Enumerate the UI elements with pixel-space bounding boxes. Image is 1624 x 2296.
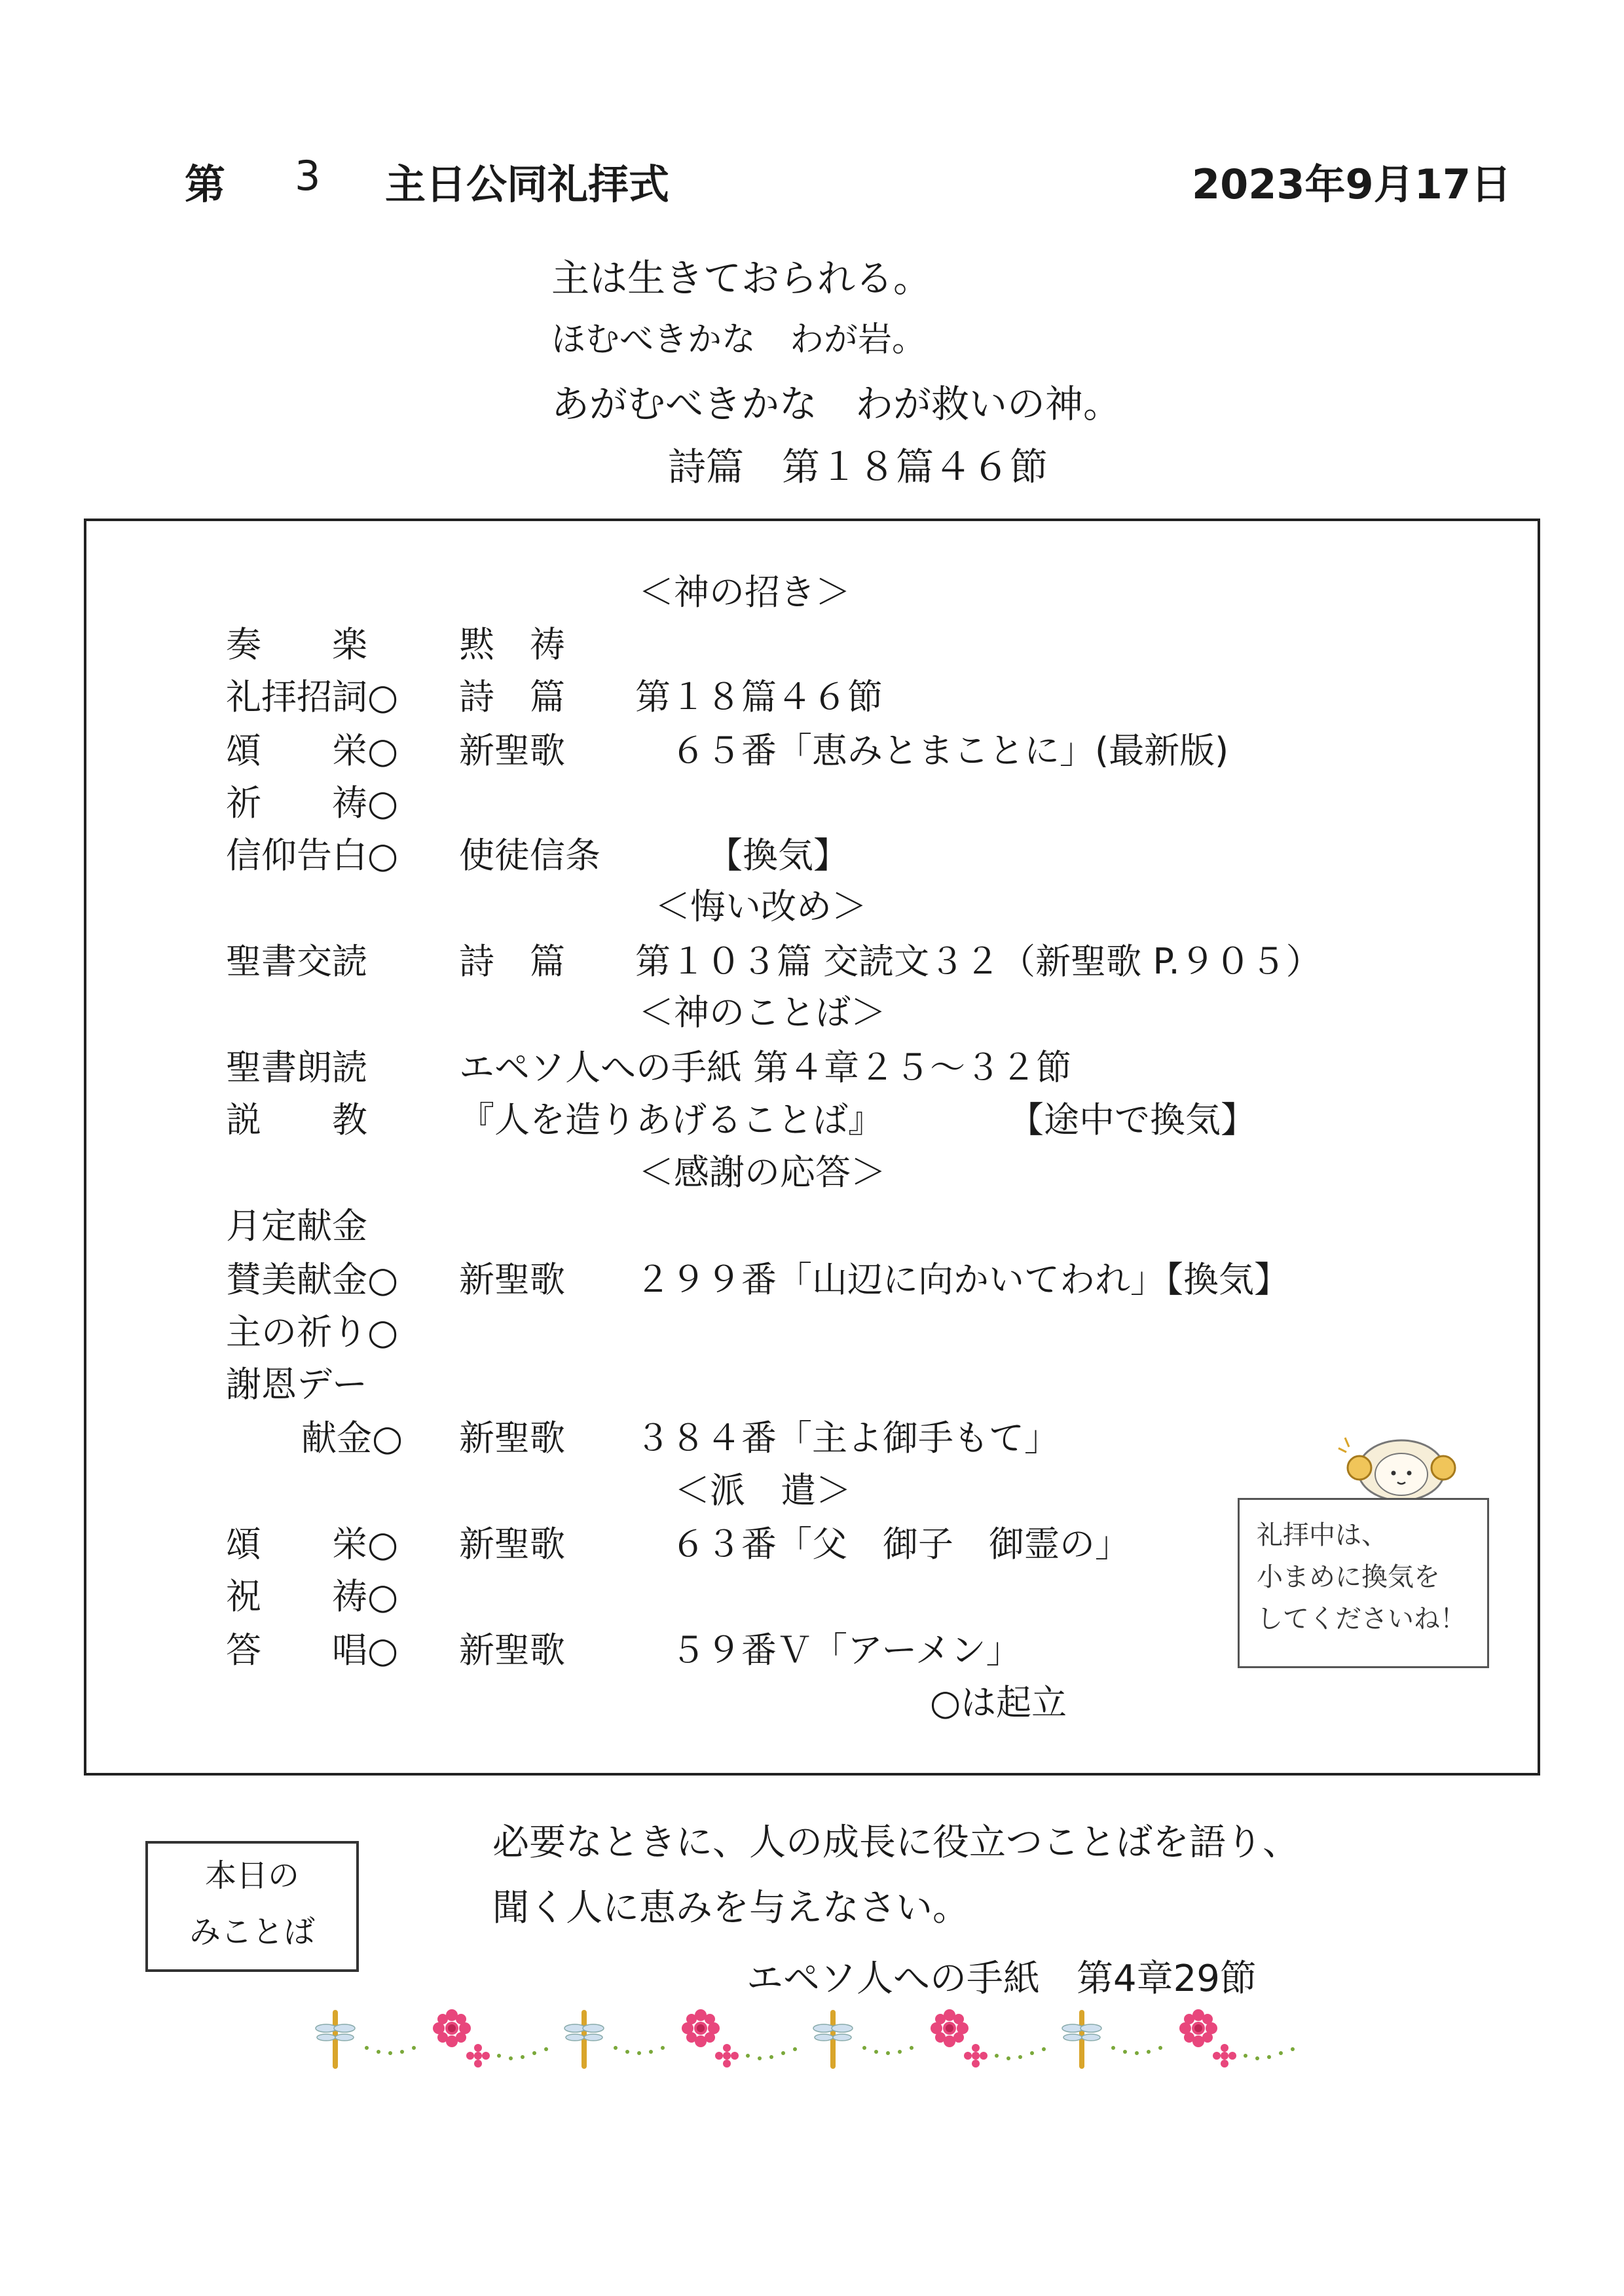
service-title: 主日公同礼拝式 [385,160,670,208]
service-date: 2023年9月17日 [1192,160,1511,208]
section-heading: ＜感謝の応答＞ [638,1152,886,1193]
section-heading: ＜神の招き＞ [638,572,851,613]
section-heading: ＜神のことば＞ [638,992,886,1033]
row-label: 説 教 [226,1099,367,1140]
todays-word-verse-line: 必要なときに、人の成長に役立つことばを語り、 [492,1821,1299,1864]
todays-word-reference: エペソ人への手紙 第4章29節 [747,1958,1257,2000]
row-label: 祈 祷○ [226,782,399,824]
row-detail: 【途中で換気】 [1008,1099,1256,1140]
row-label: 頌 栄○ [226,730,399,771]
row-book: 黙 祷 [459,624,565,665]
note-line: してくださいね！ [1257,1604,1466,1634]
row-label: 祝 祷○ [226,1576,399,1617]
row-book: 詩 篇 [459,941,565,982]
verse-line-3: あがむべきかな わが救いの神。 [551,382,1122,426]
row-detail: ５９番Ｖ「アーメン」 [635,1630,1022,1671]
row-book: 新聖歌 [459,1523,565,1565]
todays-word-label-line: みことば [189,1914,315,1950]
row-detail: ３８４番「主よ御手もて」 [635,1417,1060,1459]
row-label: 聖書交読 [226,941,367,982]
service-number-prefix: 第 [185,160,226,208]
row-book: 『人を造りあげることば』 [459,1099,883,1140]
todays-word-label-line: 本日の [204,1857,299,1894]
ventilation-note [1238,1498,1489,1668]
todays-word-label-box [145,1841,359,1972]
row-label: 主の祈り○ [226,1311,399,1353]
verse-reference: 詩篇 第１８篇４６節 [668,445,1048,489]
verse-line-1: 主は生きておられる。 [551,256,932,301]
row-detail: 第１８篇４６節 [635,676,883,718]
row-label: 礼拝招詞○ [226,676,399,718]
section-heading: ＜悔い改め＞ [655,886,867,927]
todays-word-verse-line: 聞く人に恵みを与えなさい。 [492,1887,969,1929]
dragonfly-icon [316,2010,355,2069]
note-line: 小まめに換気を [1257,1562,1440,1592]
row-detail: ６５番「恵みとまことに」(最新版) [635,730,1229,771]
row-book: エペソ人への手紙 第４章２５～３２節 [459,1047,1072,1088]
service-number: 3 [295,152,321,200]
row-label: 謝恩デー [226,1364,367,1405]
row-label: 頌 栄○ [226,1523,399,1565]
sheep-illustration [1336,1419,1467,1504]
verse-line-2: ほむべきかな わが岩。 [551,320,927,359]
row-book: 詩 篇 [459,676,565,718]
row-detail: 第１０３篇 交読文３２（新聖歌 P.９０５） [635,941,1321,982]
row-detail: ６３番「父 御子 御霊の」 [635,1523,1130,1565]
row-label: 賛美献金○ [226,1259,399,1300]
row-detail: ２９９番「山辺に向かいてわれ」【換気】 [635,1259,1289,1300]
section-heading: ＜派 遣＞ [674,1470,851,1511]
decorative-border [314,2003,1310,2075]
row-label: 聖書朗読 [226,1047,367,1088]
row-label: 月定献金 [226,1205,367,1247]
note-line: 礼拝中は、 [1257,1520,1388,1550]
row-book: 新聖歌 [459,1259,565,1300]
row-book: 新聖歌 [459,1630,565,1671]
row-detail: 【換気】 [707,835,849,876]
row-label: 奏 楽 [226,624,367,665]
row-book: 新聖歌 [459,1417,565,1459]
row-label: 信仰告白○ [226,835,399,876]
row-book: 使徒信条 [459,835,600,876]
row-label: 献金○ [301,1417,403,1459]
flower-icon [433,2009,471,2047]
standing-footnote: ○は起立 [930,1682,1067,1723]
row-label: 答 唱○ [226,1630,399,1671]
row-book: 新聖歌 [459,730,565,771]
flower-icon [466,2044,490,2068]
